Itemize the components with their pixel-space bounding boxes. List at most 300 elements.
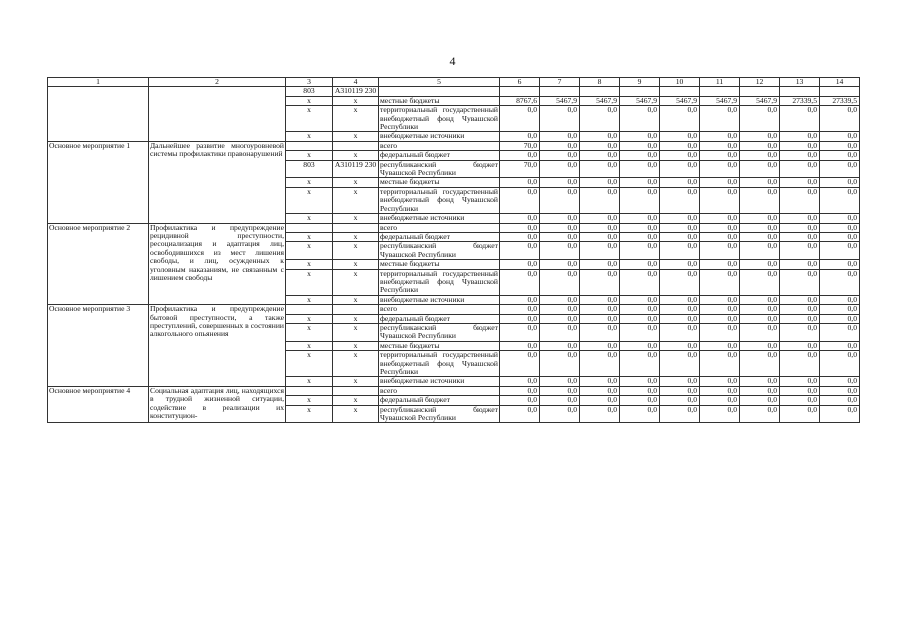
cell-code-gov: х [286,377,333,386]
cell-value: 0,0 [500,187,540,213]
cell-value [780,87,820,96]
cell-value: 0,0 [700,405,740,423]
cell-value: 0,0 [540,314,580,323]
cell-value: 0,0 [820,405,860,423]
cell-code-target: х [333,314,379,323]
cell-value: 0,0 [820,323,860,341]
cell-value: 0,0 [500,314,540,323]
cell-value: 0,0 [820,386,860,395]
cell-funding-source: местные бюджеты [379,178,500,187]
cell-value: 70,0 [500,160,540,178]
cell-value: 0,0 [740,141,780,150]
cell-value: 0,0 [700,232,740,241]
cell-value: 0,0 [580,106,620,132]
cell-measure-name: Основное мероприятие 4 [48,386,149,423]
cell-value: 0,0 [780,141,820,150]
cell-value: 0,0 [660,377,700,386]
cell-value: 0,0 [660,295,700,304]
cell-value: 0,0 [660,269,700,295]
cell-value: 0,0 [660,396,700,405]
cell-code-target: х [333,377,379,386]
cell-value: 0,0 [700,214,740,223]
cell-value: 0,0 [740,232,780,241]
cell-code-gov: х [286,351,333,377]
cell-value: 0,0 [540,405,580,423]
cell-value: 0,0 [540,323,580,341]
cell-code-target: х [333,132,379,141]
cell-value: 0,0 [740,151,780,160]
cell-funding-source: федеральный бюджет [379,314,500,323]
cell-value [500,87,540,96]
cell-value: 0,0 [700,295,740,304]
table-row [48,305,860,314]
table-row [48,223,860,232]
cell-value: 0,0 [820,178,860,187]
cell-code-gov: х [286,214,333,223]
cell-value: 0,0 [580,405,620,423]
cell-value: 0,0 [660,305,700,314]
cell-value: 0,0 [700,305,740,314]
cell-funding-source: внебюджетные источники [379,132,500,141]
cell-value: 0,0 [500,223,540,232]
cell-value: 0,0 [740,269,780,295]
cell-code-gov: х [286,314,333,323]
cell-value: 0,0 [740,295,780,304]
cell-value: 0,0 [580,269,620,295]
cell-value: 0,0 [740,223,780,232]
cell-value: 0,0 [620,223,660,232]
cell-value: 0,0 [500,151,540,160]
cell-value: 0,0 [660,151,700,160]
cell-value: 0,0 [700,269,740,295]
cell-value: 0,0 [580,141,620,150]
cell-code-gov: х [286,295,333,304]
cell-funding-source: территориальный государственный внебюджетный фонд Чувашской Республики [380,350,498,376]
cell-funding-source: республиканский бюджет Чувашской Республики [380,160,498,178]
cell-value: 27339,5 [780,96,820,105]
cell-value: 0,0 [620,160,660,178]
cell-value: 0,0 [780,160,820,178]
cell-code-gov: х [286,178,333,187]
cell-value: 0,0 [780,295,820,304]
cell-code-gov [286,141,333,150]
cell-value: 0,0 [500,269,540,295]
column-header: 14 [820,78,860,87]
cell-code-target: х [333,232,379,241]
cell-funding-source: республиканский бюджет Чувашской Республики [380,405,498,423]
cell-value: 0,0 [580,223,620,232]
cell-value [620,87,660,96]
column-header: 8 [580,78,620,87]
cell-value: 5467,9 [620,96,660,105]
cell-value: 0,0 [660,405,700,423]
cell-code-gov: х [286,323,333,341]
cell-value [580,87,620,96]
cell-code-target [333,141,379,150]
cell-value: 0,0 [620,141,660,150]
cell-value: 0,0 [700,187,740,213]
cell-value: 0,0 [820,141,860,150]
cell-value: 0,0 [820,214,860,223]
cell-code-target: х [333,341,379,350]
cell-value: 0,0 [780,178,820,187]
cell-value: 0,0 [580,242,620,260]
cell-value: 0,0 [540,106,580,132]
cell-code-gov: х [286,269,333,295]
cell-value: 0,0 [780,214,820,223]
cell-funding-source: всего [379,386,500,395]
cell-value: 0,0 [780,223,820,232]
cell-funding-source: всего [379,223,500,232]
cell-value: 0,0 [780,396,820,405]
cell-value: 0,0 [820,151,860,160]
cell-value: 0,0 [700,151,740,160]
cell-value: 0,0 [820,160,860,178]
column-header-row [48,78,860,87]
column-header: 6 [500,78,540,87]
cell-value: 0,0 [540,295,580,304]
cell-code-gov: х [286,96,333,105]
cell-value: 0,0 [820,187,860,213]
cell-code-target: х [333,351,379,377]
cell-value: 0,0 [740,351,780,377]
cell-value: 0,0 [700,341,740,350]
cell-code-target [333,386,379,395]
cell-funding-source [379,87,500,96]
cell-funding-source: территориальный государственный внебюджетный фонд Чувашской Республики [380,269,498,295]
cell-value: 0,0 [580,178,620,187]
cell-value: 0,0 [620,242,660,260]
cell-code-target: х [333,396,379,405]
cell-value: 0,0 [580,295,620,304]
cell-value: 0,0 [780,377,820,386]
cell-funding-source: местные бюджеты [379,96,500,105]
cell-funding-source: федеральный бюджет [379,151,500,160]
cell-value: 0,0 [620,214,660,223]
cell-value: 0,0 [700,242,740,260]
cell-value: 0,0 [700,396,740,405]
cell-funding-source: федеральный бюджет [379,396,500,405]
cell-value: 0,0 [500,386,540,395]
cell-measure-description: Социальная адаптация лиц, находящихся в трудной жизненной ситуации, содействие в реализации их конституцион- [149,386,286,423]
cell-value: 0,0 [780,106,820,132]
cell-value: 0,0 [660,187,700,213]
cell-value: 0,0 [700,160,740,178]
cell-value: 0,0 [500,132,540,141]
cell-value: 0,0 [620,305,660,314]
cell-value: 0,0 [580,323,620,341]
cell-value: 0,0 [700,323,740,341]
cell-value: 0,0 [580,232,620,241]
cell-funding-source: местные бюджеты [379,341,500,350]
cell-funding-source: всего [379,305,500,314]
cell-value: 0,0 [660,260,700,269]
cell-code-gov: х [286,151,333,160]
cell-value: 0,0 [580,377,620,386]
cell-value: 0,0 [660,341,700,350]
cell-value: 0,0 [580,260,620,269]
cell-value: 0,0 [620,187,660,213]
cell-code-target: х [333,295,379,304]
cell-value: 0,0 [740,396,780,405]
cell-value: 0,0 [820,269,860,295]
cell-value: 0,0 [500,242,540,260]
cell-value: 0,0 [500,405,540,423]
cell-value: 0,0 [500,232,540,241]
cell-measure-description [149,87,286,141]
cell-code-target: х [333,405,379,423]
cell-code-gov: х [286,106,333,132]
cell-value: 0,0 [620,341,660,350]
cell-value: 0,0 [660,141,700,150]
cell-value: 0,0 [500,396,540,405]
cell-value: 0,0 [780,405,820,423]
cell-funding-source: республиканский бюджет Чувашской Республики [380,323,498,341]
cell-value: 0,0 [740,160,780,178]
cell-value: 0,0 [820,305,860,314]
cell-value: 0,0 [740,242,780,260]
cell-value: 0,0 [540,151,580,160]
cell-measure-name: Основное мероприятие 1 [48,141,149,223]
cell-value: 0,0 [540,260,580,269]
cell-value: 0,0 [540,232,580,241]
cell-value: 0,0 [660,214,700,223]
column-header: 5 [379,78,500,87]
cell-value: 0,0 [780,242,820,260]
cell-value: 0,0 [820,295,860,304]
cell-value: 0,0 [580,151,620,160]
cell-value: 27339,5 [820,96,860,105]
cell-code-gov: х [286,232,333,241]
cell-value: 70,0 [500,141,540,150]
cell-value: 0,0 [820,242,860,260]
cell-value: 5467,9 [580,96,620,105]
cell-value: 0,0 [700,377,740,386]
cell-code-target: х [333,178,379,187]
cell-funding-source: территориальный государственный внебюджетный фонд Чувашской Республики [380,187,498,213]
cell-value: 0,0 [660,323,700,341]
cell-value: 0,0 [540,132,580,141]
cell-value: 0,0 [500,305,540,314]
cell-value: 0,0 [740,178,780,187]
cell-code-gov: х [286,242,333,260]
cell-value: 0,0 [740,214,780,223]
cell-value: 0,0 [780,269,820,295]
cell-value: 0,0 [660,351,700,377]
cell-value: 0,0 [540,269,580,295]
cell-value: 0,0 [580,314,620,323]
cell-value: 0,0 [540,242,580,260]
cell-funding-source: местные бюджеты [379,260,500,269]
cell-value: 0,0 [540,178,580,187]
cell-code-gov: х [286,260,333,269]
column-header: 1 [48,78,149,87]
cell-value: 0,0 [620,132,660,141]
cell-code-gov: х [286,396,333,405]
cell-value: 0,0 [660,314,700,323]
cell-code-gov [286,305,333,314]
cell-value: 0,0 [820,341,860,350]
column-header: 13 [780,78,820,87]
cell-value: 0,0 [580,396,620,405]
cell-value: 0,0 [540,305,580,314]
table-row [48,141,860,150]
cell-value: 0,0 [740,314,780,323]
cell-value: 0,0 [620,396,660,405]
column-header: 12 [740,78,780,87]
cell-value: 0,0 [580,187,620,213]
cell-value: 0,0 [740,386,780,395]
cell-funding-source: внебюджетные источники [379,214,500,223]
cell-value: 0,0 [700,260,740,269]
cell-value: 0,0 [580,341,620,350]
cell-code-gov [286,386,333,395]
cell-code-gov: 803 [286,87,333,96]
cell-value: 0,0 [820,314,860,323]
cell-value: 5467,9 [700,96,740,105]
cell-value: 0,0 [820,106,860,132]
cell-value: 0,0 [500,260,540,269]
cell-funding-source: федеральный бюджет [379,232,500,241]
cell-code-target: х [333,214,379,223]
cell-value: 0,0 [700,314,740,323]
cell-value: 0,0 [740,187,780,213]
cell-measure-description: Дальнейшее развитие многоуровневой системы профилактики правонарушений [149,141,286,223]
cell-value: 0,0 [540,351,580,377]
cell-value: 5467,9 [540,96,580,105]
cell-value: 0,0 [500,351,540,377]
budget-table [47,77,860,423]
cell-value: 0,0 [540,341,580,350]
cell-value: 0,0 [820,232,860,241]
cell-value: 0,0 [620,178,660,187]
cell-code-target: х [333,323,379,341]
cell-value: 0,0 [540,160,580,178]
cell-value: 0,0 [500,377,540,386]
cell-value: 0,0 [540,223,580,232]
cell-funding-source: внебюджетные источники [379,377,500,386]
cell-value: 0,0 [500,178,540,187]
cell-value: 0,0 [820,132,860,141]
cell-value: 0,0 [620,260,660,269]
cell-value: 0,0 [780,187,820,213]
cell-value: 0,0 [820,396,860,405]
cell-value: 0,0 [700,351,740,377]
cell-value: 0,0 [780,314,820,323]
cell-value: 0,0 [620,405,660,423]
cell-value: 0,0 [740,405,780,423]
table-row [48,87,860,96]
cell-value [660,87,700,96]
cell-value [700,87,740,96]
cell-value: 0,0 [500,341,540,350]
cell-value: 0,0 [540,187,580,213]
cell-code-target: х [333,269,379,295]
column-header: 2 [149,78,286,87]
cell-value: 8767,6 [500,96,540,105]
cell-value: 5467,9 [660,96,700,105]
cell-value: 0,0 [620,151,660,160]
cell-value: 0,0 [580,160,620,178]
cell-value: 0,0 [660,106,700,132]
cell-value: 0,0 [780,341,820,350]
cell-value: 0,0 [820,351,860,377]
cell-code-gov: 803 [286,160,333,178]
cell-measure-name: Основное мероприятие 2 [48,223,149,305]
cell-value: 0,0 [780,260,820,269]
cell-code-target: х [333,187,379,213]
cell-code-target [333,223,379,232]
cell-value: 0,0 [740,377,780,386]
cell-value: 0,0 [620,295,660,304]
cell-code-gov: х [286,132,333,141]
cell-value: 0,0 [660,160,700,178]
column-header: 11 [700,78,740,87]
cell-code-gov: х [286,187,333,213]
cell-value: 0,0 [660,232,700,241]
cell-value: 0,0 [580,214,620,223]
cell-value: 0,0 [780,351,820,377]
cell-value: 0,0 [620,351,660,377]
cell-code-target: А310119 230 [333,160,379,178]
cell-code-gov: х [286,341,333,350]
cell-value: 0,0 [620,323,660,341]
cell-funding-source: территориальный государственный внебюджетный фонд Чувашской Республики [380,105,498,132]
cell-code-target: х [333,260,379,269]
cell-value: 0,0 [580,305,620,314]
cell-value: 0,0 [580,132,620,141]
cell-value: 0,0 [540,214,580,223]
cell-value: 0,0 [780,151,820,160]
cell-value: 0,0 [660,386,700,395]
cell-value: 0,0 [700,106,740,132]
column-header: 4 [333,78,379,87]
cell-value: 0,0 [780,305,820,314]
column-header: 9 [620,78,660,87]
cell-value: 0,0 [620,269,660,295]
cell-value: 0,0 [740,132,780,141]
cell-value: 0,0 [500,214,540,223]
cell-code-gov: х [286,405,333,423]
cell-value: 0,0 [700,178,740,187]
cell-value [540,87,580,96]
cell-value: 0,0 [500,323,540,341]
cell-value: 0,0 [700,141,740,150]
cell-value: 0,0 [740,323,780,341]
cell-value: 0,0 [820,377,860,386]
cell-value: 0,0 [780,386,820,395]
cell-value: 0,0 [820,260,860,269]
cell-funding-source: внебюджетные источники [379,295,500,304]
cell-value: 0,0 [780,232,820,241]
cell-value: 0,0 [660,223,700,232]
column-header: 10 [660,78,700,87]
cell-value: 5467,9 [740,96,780,105]
cell-funding-source: республиканский бюджет Чувашской Республики [380,241,498,259]
cell-value: 0,0 [620,377,660,386]
cell-code-target: х [333,151,379,160]
cell-measure-description: Профилактика и предупреждение рецидивной преступности, ресоциализация и адаптация лиц, освободившихся из мест лишения свободы, и лиц, осужденных к уголовным наказаниям, не связанным с лишением свободы [149,223,286,305]
page-number: 4 [449,54,456,68]
cell-code-target: А310119 230 [333,87,379,96]
cell-code-target: х [333,242,379,260]
cell-value [740,87,780,96]
cell-value: 0,0 [620,106,660,132]
cell-value: 0,0 [740,106,780,132]
cell-value: 0,0 [700,386,740,395]
cell-value: 0,0 [660,132,700,141]
cell-code-gov [286,223,333,232]
